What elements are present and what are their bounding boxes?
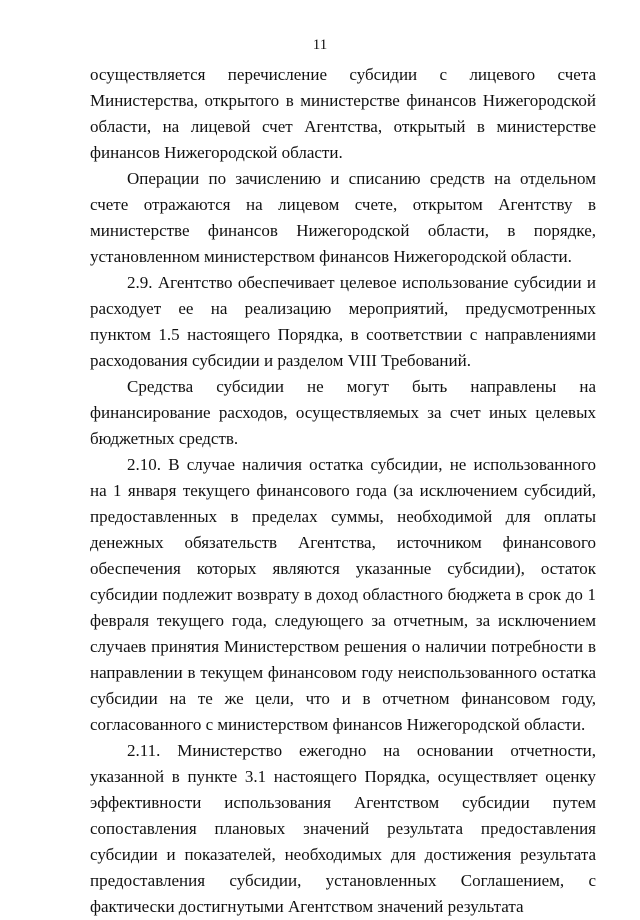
paragraph-2-10: 2.10. В случае наличия остатка субсидии, не использованного на 1 января текущего финансового года (за исключением субсидий, предоставленных в пределах суммы, необходимой для оплаты денежных обязательств Агентства, источником финансового обеспечения которых являются указанные субсидии), остаток субсидии подлежит возврату в доход областного бюджета в срок до 1 февраля текущего года, следующего за отчетным, за исключением случаев принятия Министерством решения о наличии потребности в направлении в текущем финансовом году неиспользованного остатка субсидии на те же цели, что и в отчетном финансовом году, согласованного с министерством финансов Нижегородской области. bbox=[90, 455, 596, 734]
page-number: 11 bbox=[312, 37, 328, 53]
document-body bbox=[90, 62, 596, 920]
paragraph-operations: Операции по зачислению и списанию средств на отдельном счете отражаются на лицевом счете, открытом Агентству в министерстве финансов Нижегородской области, в порядке, установленном министерством финансов Нижегородской области. bbox=[90, 169, 596, 266]
paragraph-2-9: 2.9. Агентство обеспечивает целевое использование субсидии и расходует ее на реализацию мероприятий, предусмотренных пунктом 1.5 настоящего Порядка, в соответствии с направлениями расходования субсидии и разделом VIII Требований. bbox=[90, 273, 596, 370]
paragraph-funds-restriction: Средства субсидии не могут быть направлены на финансирование расходов, осуществляемых за счет иных целевых бюджетных средств. bbox=[90, 377, 596, 448]
paragraph-2-11: 2.11. Министерство ежегодно на основании отчетности, указанной в пункте 3.1 настоящего Порядка, осуществляет оценку эффективности использования Агентством субсидии путем сопоставления плановых значений результата предоставления субсидии и показателей, необходимых для достижения результата предоставления субсидии, установленных Соглашением, с фактически достигнутыми Агентством значений результата bbox=[90, 741, 596, 916]
paragraph-continuation: осуществляется перечисление субсидии с лицевого счета Министерства, открытого в министерстве финансов Нижегородской области, на лицевой счет Агентства, открытый в министерстве финансов Нижегородской области. bbox=[90, 65, 596, 162]
